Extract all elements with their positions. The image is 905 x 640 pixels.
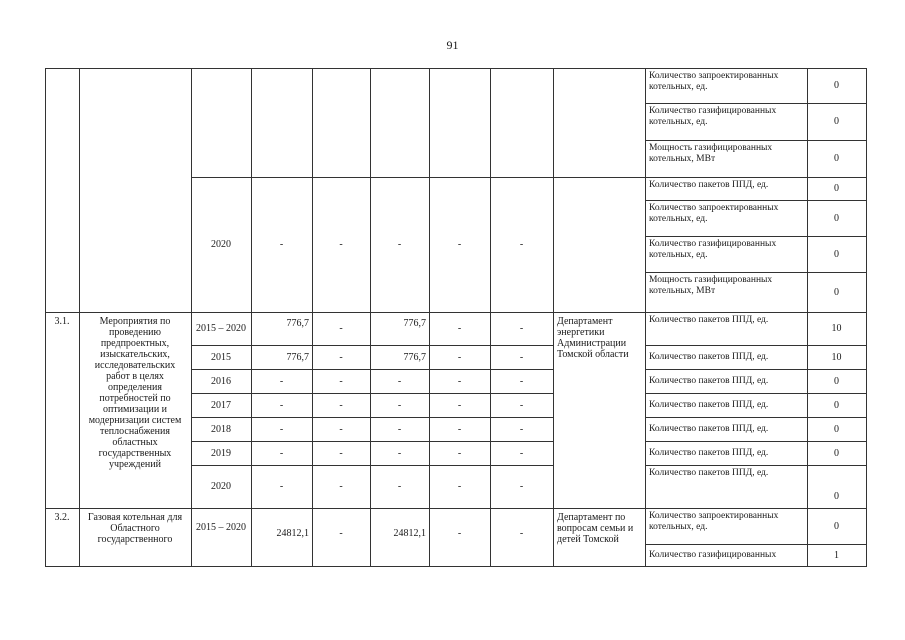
indicator-value: 10 — [831, 323, 842, 334]
amount-cell: - — [457, 375, 462, 387]
executor: Департамент энергетики Администрации Томской области — [557, 316, 629, 360]
indicator-label: Количество пакетов ППД, ед. — [649, 351, 769, 362]
indicator-label: Мощность газифицированных котельных, МВт — [649, 143, 773, 164]
indicator-label: Количество пакетов ППД, ед. — [649, 447, 769, 458]
amount-cell: - — [457, 239, 462, 250]
amount-cell: - — [457, 481, 462, 492]
amount-cell: - — [339, 323, 343, 334]
amount-cell: - — [519, 351, 524, 363]
indicator-value: 0 — [834, 116, 839, 127]
amount-cell: - — [339, 399, 343, 411]
amount-cell: - — [397, 447, 402, 459]
indicator-value: 0 — [834, 447, 839, 459]
amount-cell: - — [519, 528, 524, 539]
indicator-value: 0 — [834, 423, 839, 435]
amount-cell: - — [519, 375, 524, 387]
amount-cell: - — [397, 481, 402, 492]
item-name: Мероприятия по проведению предпроектных, изыскательских, исследовательских работ в целях определения потребностей по оптимизации и модернизации систем теплоснабжения областных государственных учреждений — [88, 316, 182, 470]
amount-cell: - — [397, 423, 402, 435]
amount-cell: 776,7 — [286, 318, 309, 329]
indicator-value: 1 — [834, 549, 839, 561]
indicator-value: 10 — [831, 351, 842, 363]
amount-cell: - — [339, 528, 343, 539]
indicator-label: Количество запроектированных котельных, ед. — [649, 71, 779, 92]
executor: Департамент по вопросам семьи и детей Томской — [557, 512, 634, 545]
indicator-value: 0 — [834, 248, 839, 260]
year-cell: 2016 — [211, 375, 231, 387]
year-cell: 2017 — [211, 399, 231, 411]
year-cell: 2020 — [211, 239, 231, 250]
indicator-value: 0 — [834, 399, 839, 411]
amount-cell: - — [279, 481, 284, 492]
indicator-label: Количество запроектированных котельных, ед. — [649, 203, 779, 224]
amount-cell: - — [457, 323, 462, 334]
year-cell: 2020 — [211, 481, 231, 492]
amount-cell: 24812,1 — [276, 528, 309, 539]
amount-cell: - — [519, 447, 524, 459]
amount-cell: - — [397, 399, 402, 411]
year-cell: 2018 — [211, 423, 231, 435]
indicator-label: Количество пакетов ППД, ед. — [649, 315, 769, 325]
amount-cell: - — [339, 423, 343, 435]
amount-cell: - — [457, 528, 462, 539]
indicator-label: Количество запроектированных котельных, ед. — [649, 511, 779, 532]
page-number: 91 — [446, 38, 459, 52]
indicator-value: 0 — [834, 183, 839, 194]
amount-cell: - — [279, 375, 284, 387]
amount-cell: - — [519, 423, 524, 435]
amount-cell: - — [339, 375, 343, 387]
amount-cell: 776,7 — [403, 318, 426, 329]
amount-cell: 776,7 — [286, 351, 309, 363]
amount-cell: - — [279, 399, 284, 411]
indicator-value: 0 — [834, 212, 839, 224]
item-number: 3.1. — [54, 316, 70, 327]
amount-cell: - — [339, 239, 343, 250]
amount-cell: - — [279, 423, 284, 435]
indicator-label: Количество пакетов ППД, ед. — [649, 180, 769, 190]
indicator-label: Количество пакетов ППД, ед. — [649, 399, 769, 410]
amount-cell: 776,7 — [403, 351, 426, 363]
year-cell: 2015 — [211, 351, 231, 363]
amount-cell: - — [519, 239, 524, 250]
amount-cell: - — [279, 239, 284, 250]
amount-cell: - — [457, 399, 462, 411]
item-name: Газовая котельная для Областного государственного — [87, 512, 183, 545]
amount-cell: - — [519, 399, 524, 411]
indicator-value: 0 — [834, 286, 839, 298]
amount-cell: - — [397, 239, 402, 250]
amount-cell: - — [339, 351, 343, 363]
amount-cell: - — [279, 447, 284, 459]
year-cell: 2019 — [211, 447, 231, 459]
year-cell: 2015 – 2020 — [196, 522, 246, 533]
indicator-label: Количество пакетов ППД, ед. — [649, 375, 769, 386]
indicator-value: 0 — [834, 153, 839, 164]
amount-cell: - — [397, 375, 402, 387]
amount-cell: - — [457, 351, 462, 363]
amount-cell: - — [457, 423, 462, 435]
program-table — [45, 68, 867, 567]
indicator-label: Мощность газифицированных котельных, МВт — [649, 275, 773, 296]
amount-cell: - — [519, 323, 524, 334]
amount-cell: - — [339, 447, 343, 459]
indicator-label: Количество газифицированных — [649, 549, 777, 560]
indicator-label: Количество пакетов ППД, ед. — [649, 468, 769, 478]
indicator-value: 0 — [834, 491, 839, 502]
indicator-label: Количество пакетов ППД, ед. — [649, 423, 769, 434]
indicator-label: Количество газифицированных котельных, ед. — [649, 239, 777, 260]
indicator-value: 0 — [834, 80, 839, 91]
amount-cell: 24812,1 — [393, 528, 426, 539]
indicator-value: 0 — [834, 520, 839, 532]
amount-cell: - — [519, 481, 524, 492]
amount-cell: - — [339, 481, 343, 492]
indicator-label: Количество газифицированных котельных, ед. — [649, 106, 777, 127]
indicator-value: 0 — [834, 375, 839, 387]
amount-cell: - — [457, 447, 462, 459]
year-cell: 2015 – 2020 — [196, 323, 246, 334]
item-number: 3.2. — [54, 512, 70, 523]
